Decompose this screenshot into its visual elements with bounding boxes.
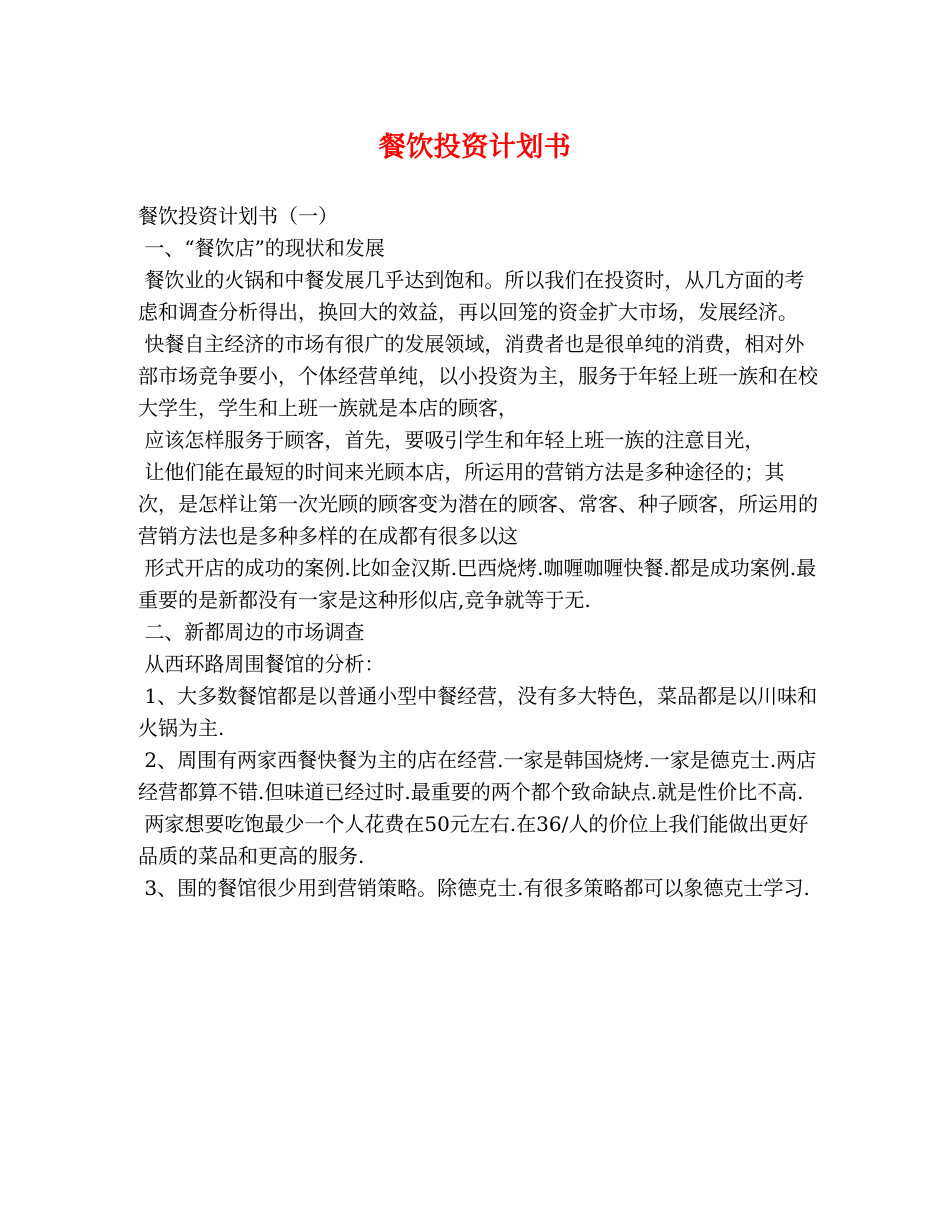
list-item: 1、大多数餐馆都是以普通小型中餐经营，没有多大特色，菜品都是以川味和火锅为主. (138, 684, 818, 740)
document-body (138, 200, 818, 904)
paragraph: 快餐自主经济的市场有很广的发展领域，消费者也是很单纯的消费，相对外部市场竞争要小，个体经营单纯，以小投资为主，服务于年轻上班一族和在校大学生，学生和上班一族就是本店的顾客， (138, 332, 818, 420)
section-heading-1: 一、“餐饮店”的现状和发展 (138, 236, 385, 260)
paragraph: 形式开店的成功的案例.比如金汉斯.巴西烧烤.咖喱咖喱快餐.都是成功案例.最重要的是新都没有一家是这种形似店,竞争就等于无. (138, 556, 817, 612)
paragraph: 从西环路周围餐馆的分析： (138, 652, 385, 676)
list-item: 2、周围有两家西餐快餐为主的店在经营.一家是韩国烧烤.一家是德克士.两店经营都算不错.但味道已经过时.最重要的两个都个致命缺点.就是性价比不高. (138, 748, 817, 804)
list-item: 3、围的餐馆很少用到营销策略。除德克士.有很多策略都可以象德克士学习. (138, 876, 810, 900)
paragraph: 应该怎样服务于顾客，首先，要吸引学生和年轻上班一族的注意目光， (138, 428, 765, 452)
section-heading-2: 二、新都周边的市场调查 (138, 620, 365, 644)
paragraph: 让他们能在最短的时间来光顾本店，所运用的营销方法是多种途径的；其次，是怎样让第一次光顾的顾客变为潜在的顾客、常客、种子顾客，所运用的营销方法也是多种多样的在成都有很多以这 (138, 460, 818, 548)
paragraph: 餐饮业的火锅和中餐发展几乎达到饱和。所以我们在投资时，从几方面的考虑和调查分析得出，换回大的效益，再以回笼的资金扩大市场，发展经济。 (138, 268, 805, 324)
document-title: 餐饮投资计划书 (378, 132, 572, 163)
paragraph: 两家想要吃饱最少一个人花费在50元左右.在36/人的价位上我们能做出更好品质的菜品和更高的服务. (138, 812, 809, 868)
paragraph-heading-plan: 餐饮投资计划书（一） (138, 204, 338, 228)
